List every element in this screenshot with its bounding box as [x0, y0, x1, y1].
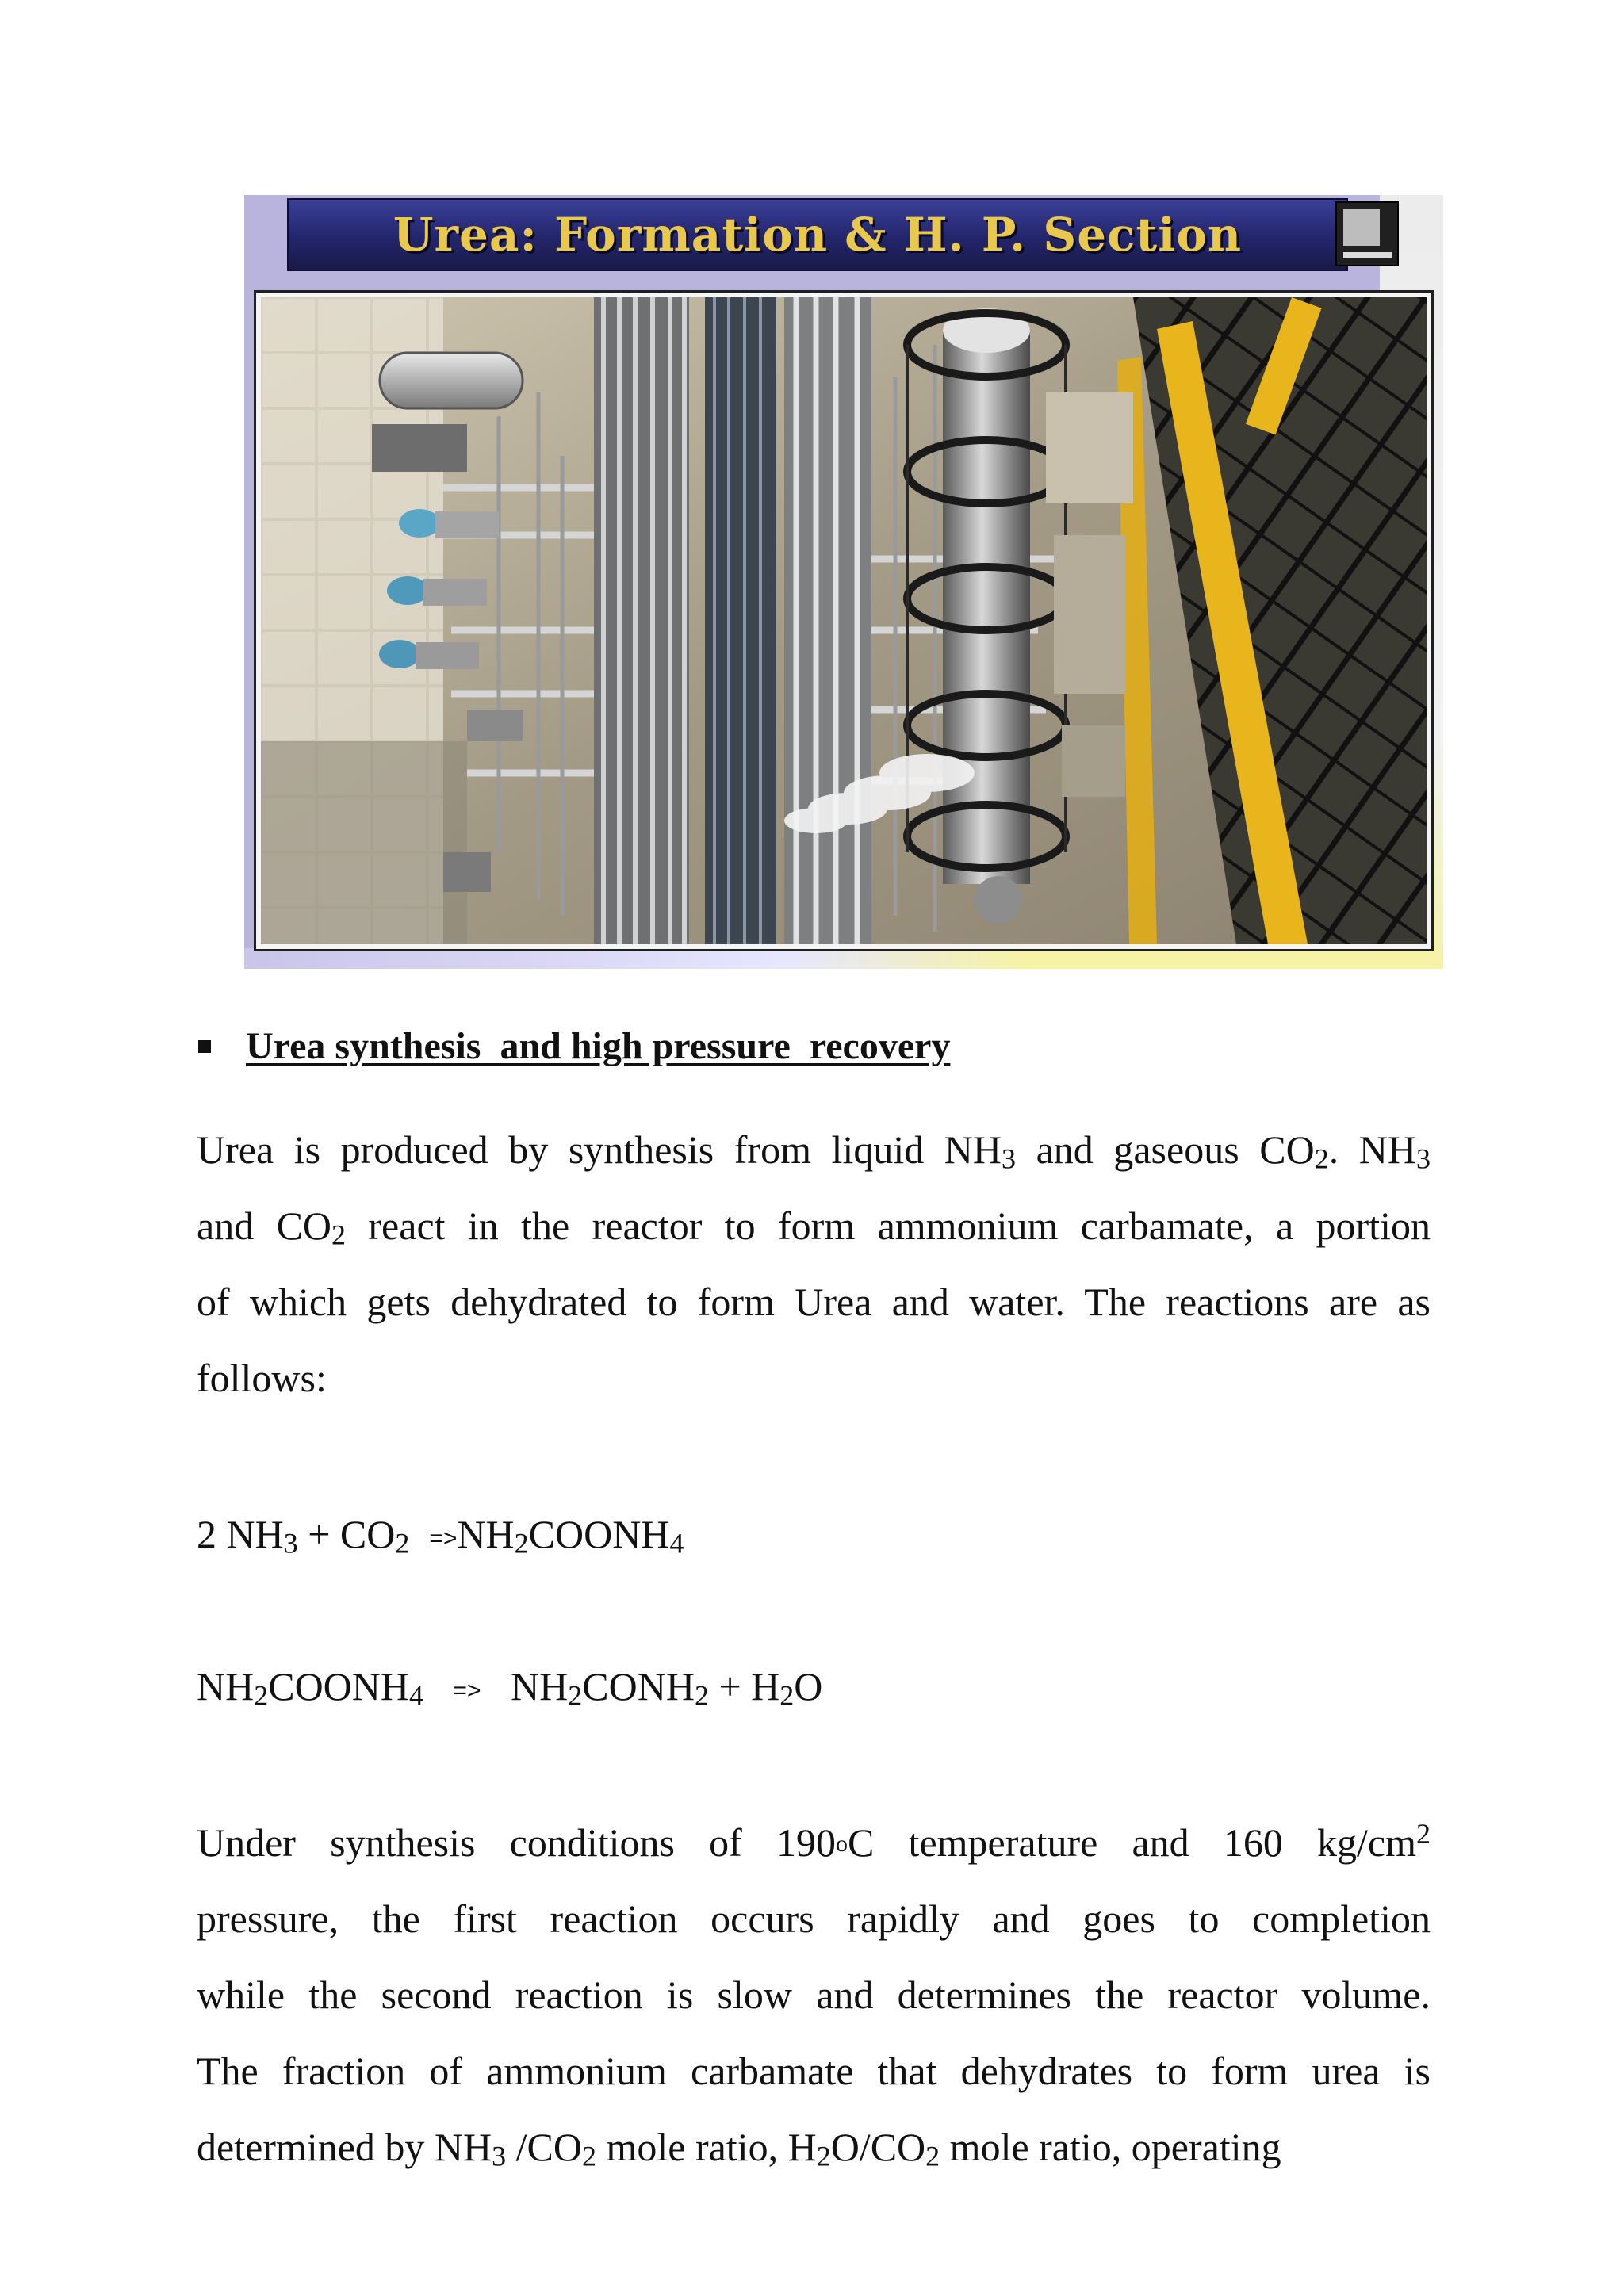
- reaction-equation-2: $NH_2COONH_4$ => $NH_2CONH_2 + H_2O$: [197, 1664, 823, 1712]
- square-bullet-icon: [198, 1040, 211, 1053]
- intro-line-2: and $CO_2$ react in the reactor to form ammonium carbamate, a portion: [197, 1203, 1431, 1251]
- slide-title: Urea: Formation & H. P. Section: [393, 208, 1243, 262]
- intro-line-3: of which gets dehydrated to form Urea and water. The reactions are as: [197, 1280, 1431, 1324]
- slide-title-bar: [287, 198, 1348, 271]
- conditions-line-4: The fraction of ammonium carbamate that dehydrates to form urea is: [197, 2049, 1431, 2093]
- slide-figure: [244, 195, 1443, 969]
- conditions-line-1: Under synthesis conditions of 190oC temperature and 160 $kg/cm^2$: [197, 1817, 1431, 1865]
- slide-logo-icon: [1335, 201, 1399, 266]
- conditions-line-2: pressure, the first reaction occurs rapidly and goes to completion: [197, 1896, 1431, 1941]
- reaction-equation-1: 2 $NH_3 + CO_2$ $=>NH_2COONH_4$: [197, 1512, 684, 1559]
- intro-line-1: Urea is produced by synthesis from liquid $NH_3$ and gaseous $CO_2$. $NH_3$: [197, 1127, 1431, 1175]
- plant-photo: [261, 297, 1427, 944]
- section-heading: Urea synthesis and high pressure recovery: [246, 1025, 951, 1067]
- intro-paragraph: [197, 1112, 1431, 1416]
- conditions-line-5: determined by $NH_3$ $/CO_2$ mole ratio, $H_2O/CO_2$ mole ratio, operating: [197, 2125, 1281, 2172]
- conditions-paragraph: [197, 1804, 1431, 2185]
- intro-line-4: follows:: [197, 1356, 327, 1400]
- reaction-arrow: =>: [453, 1678, 481, 1704]
- section-heading-row: [198, 1024, 950, 1068]
- conditions-line-3: while the second reaction is slow and determines the reactor volume.: [197, 1973, 1431, 2017]
- reaction-arrow: =>: [429, 1525, 458, 1552]
- photo-frame: [254, 290, 1434, 951]
